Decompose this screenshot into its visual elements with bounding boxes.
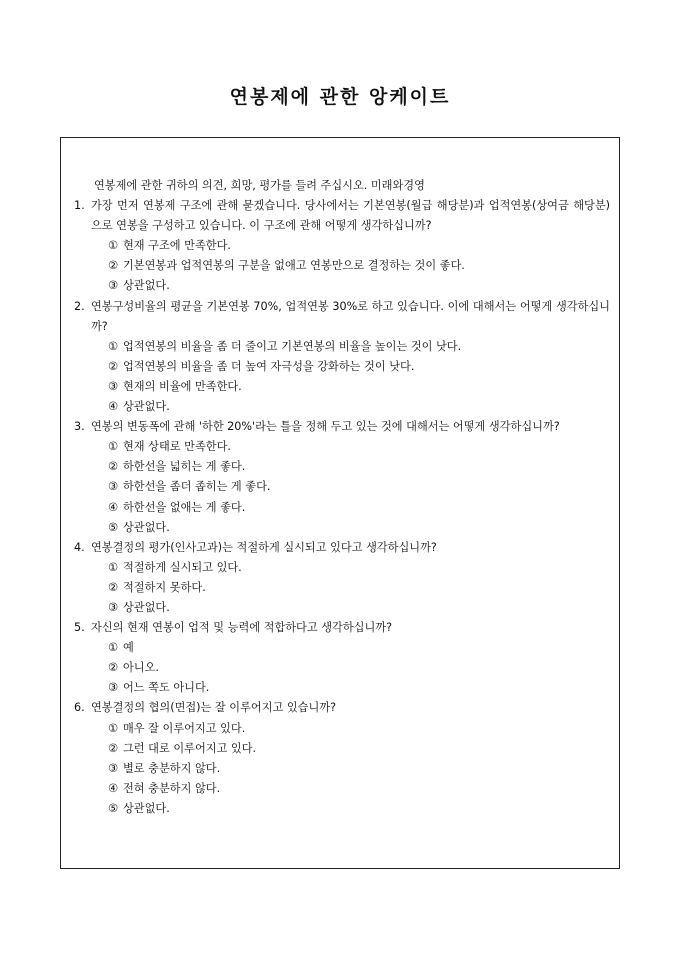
survey-box (60, 137, 620, 869)
answer-option[interactable] (91, 558, 610, 578)
option-text: 현재 구조에 만족한다. (123, 239, 231, 253)
question-text: 연봉결정의 협의(면접)는 잘 이루어지고 있습니까? (91, 701, 337, 715)
option-text: 하한선을 없애는 게 좋다. (123, 500, 246, 514)
answer-option[interactable] (91, 236, 610, 256)
option-marker: ④ (108, 781, 119, 795)
option-text: 업적연봉의 비율을 좀 더 줄이고 기본연봉의 비율을 높이는 것이 낫다. (123, 339, 462, 353)
answer-option[interactable] (91, 759, 610, 779)
option-text: 그런 대로 이루어지고 있다. (123, 741, 257, 755)
answer-option[interactable] (91, 337, 610, 357)
option-marker: ① (108, 560, 119, 574)
option-marker: ③ (108, 761, 119, 775)
question-number: 6. (74, 701, 85, 715)
option-marker: ① (108, 239, 119, 253)
option-marker: ③ (108, 379, 119, 393)
option-marker: ② (108, 359, 119, 373)
option-marker: ③ (108, 480, 119, 494)
question-text: 가장 먼저 연봉제 구조에 관해 묻겠습니다. 당사에서는 기본연봉(월급 해당분)과 업적연봉(상여금 해당분)으로 연봉을 구성하고 있습니다. 이 구조에 관해 어떻게 생각하십니까? (91, 199, 610, 233)
option-marker: ① (108, 641, 119, 655)
option-marker: ⑤ (108, 801, 119, 815)
option-text: 하한선을 좀더 좁히는 게 좋다. (123, 480, 271, 494)
option-text: 현재 상태로 만족한다. (123, 440, 231, 454)
question-number: 1. (74, 199, 85, 213)
question-list (74, 196, 610, 819)
option-marker: ④ (108, 500, 119, 514)
option-text: 기본연봉과 업적연봉의 구분을 없애고 연봉만으로 결정하는 것이 좋다. (123, 259, 465, 273)
option-marker: ② (108, 580, 119, 594)
option-marker: ② (108, 259, 119, 273)
page-title: 연봉제에 관한 앙케이트 (229, 86, 451, 108)
option-marker: ③ (108, 600, 119, 614)
question (74, 698, 610, 819)
option-text: 매우 잘 이루어지고 있다. (123, 721, 246, 735)
question (74, 618, 610, 698)
answer-option[interactable] (91, 377, 610, 397)
answer-option[interactable] (91, 437, 610, 457)
question (74, 196, 610, 296)
option-marker: ⑤ (108, 520, 119, 534)
question-number: 2. (74, 299, 85, 313)
option-marker: ① (108, 339, 119, 353)
option-text: 전혀 충분하지 않다. (123, 781, 221, 795)
option-marker: ② (108, 741, 119, 755)
answer-option[interactable] (91, 638, 610, 658)
answer-option[interactable] (91, 498, 610, 518)
option-text: 상관없다. (123, 801, 170, 815)
answer-option[interactable] (91, 719, 610, 739)
option-marker: ④ (108, 400, 119, 414)
option-text: 하한선을 넓히는 게 좋다. (123, 460, 246, 474)
question (74, 297, 610, 418)
question-number: 4. (74, 540, 85, 554)
option-text: 적절하지 못하다. (123, 580, 206, 594)
option-marker: ② (108, 661, 119, 675)
survey-content (74, 176, 610, 819)
question-number: 3. (74, 420, 85, 434)
option-text: 현재의 비율에 만족한다. (123, 379, 242, 393)
option-marker: ① (108, 440, 119, 454)
answer-option[interactable] (91, 518, 610, 538)
question-text: 자신의 현재 연봉이 업적 및 능력에 적합하다고 생각하십니까? (91, 621, 393, 635)
answer-option[interactable] (91, 578, 610, 598)
question-text: 연봉의 변동폭에 관해 '하한 20%'라는 틀을 정해 두고 있는 것에 대해서는 어떻게 생각하십니까? (91, 420, 560, 434)
option-marker: ① (108, 721, 119, 735)
option-text: 예 (123, 641, 134, 655)
answer-option[interactable] (91, 397, 610, 417)
option-text: 어느 쪽도 아니다. (123, 681, 210, 695)
option-text: 상관없다. (123, 520, 170, 534)
answer-option[interactable] (91, 799, 610, 819)
answer-option[interactable] (91, 739, 610, 759)
option-text: 업적연봉의 비율을 좀 더 높여 자극성을 강화하는 것이 낫다. (123, 359, 415, 373)
question (74, 538, 610, 618)
option-text: 상관없다. (123, 279, 170, 293)
question (74, 417, 610, 538)
answer-option[interactable] (91, 276, 610, 296)
option-text: 별로 충분하지 않다. (123, 761, 221, 775)
answer-option[interactable] (91, 477, 610, 497)
answer-option[interactable] (91, 779, 610, 799)
question-number: 5. (74, 621, 85, 635)
option-text: 상관없다. (123, 400, 170, 414)
answer-option[interactable] (91, 678, 610, 698)
answer-option[interactable] (91, 457, 610, 477)
survey-intro: 연봉제에 관한 귀하의 의견, 희망, 평가를 들려 주십시오. 미래와경영 (94, 179, 425, 192)
option-text: 적절하게 실시되고 있다. (123, 560, 242, 574)
question-text: 연봉구성비율의 평균을 기본연봉 70%, 업적연봉 30%로 하고 있습니다. 이에 대해서는 어떻게 생각하십니까? (91, 299, 610, 333)
option-marker: ② (108, 460, 119, 474)
answer-option[interactable] (91, 658, 610, 678)
option-marker: ③ (108, 681, 119, 695)
question-text: 연봉결정의 평가(인사고과)는 적절하게 실시되고 있다고 생각하십니까? (91, 540, 437, 554)
option-marker: ③ (108, 279, 119, 293)
answer-option[interactable] (91, 357, 610, 377)
option-text: 아니오. (123, 661, 159, 675)
answer-option[interactable] (91, 256, 610, 276)
answer-option[interactable] (91, 598, 610, 618)
option-text: 상관없다. (123, 600, 170, 614)
